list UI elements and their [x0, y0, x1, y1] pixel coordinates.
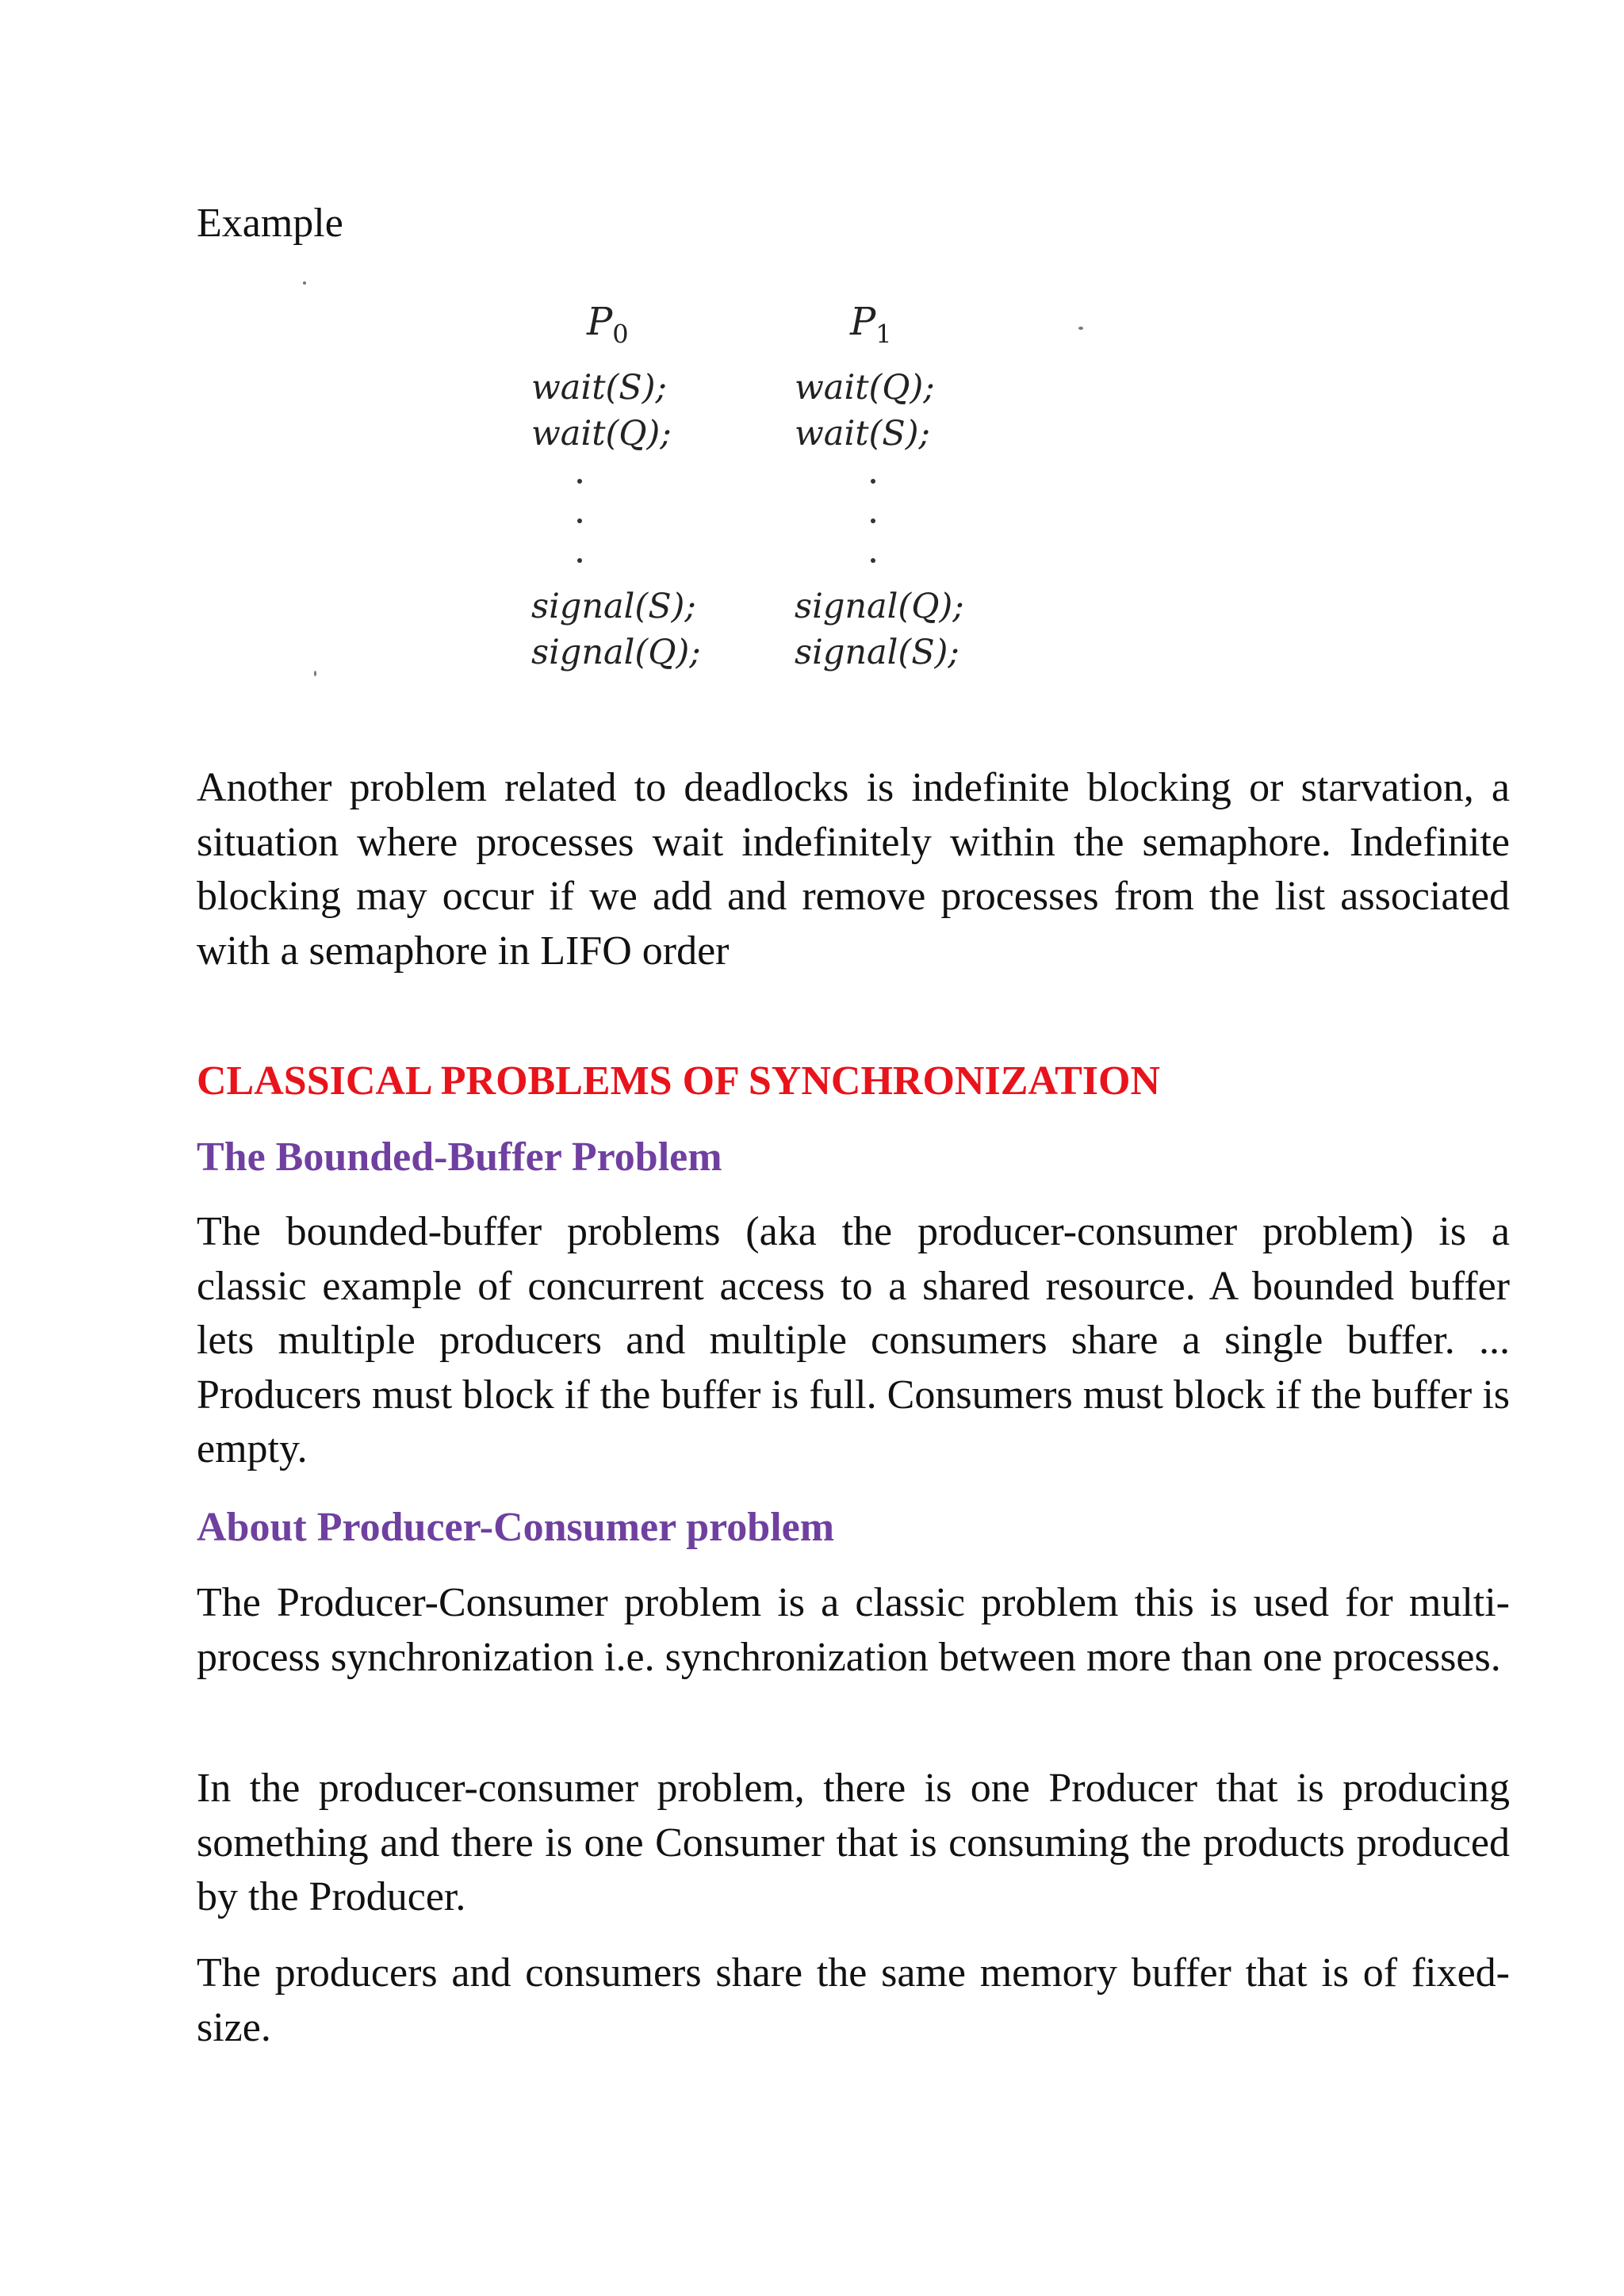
p1-ellipsis-dots [795, 457, 1056, 584]
subheading-bounded-buffer: The Bounded-Buffer Problem [197, 1135, 722, 1180]
subheading-producer-consumer: About Producer-Consumer problem [197, 1505, 835, 1550]
p1-code-line-2: wait(S); [795, 414, 930, 453]
ellipsis-dot [577, 479, 582, 484]
p1-code-line-4: signal(S); [795, 633, 959, 672]
process-p1-heading: $P_1$ [850, 300, 892, 350]
ellipsis-dot [871, 519, 875, 523]
ellipsis-dot [871, 479, 875, 484]
semaphore-deadlock-figure [476, 270, 1031, 714]
paragraph-bounded-buffer: The bounded-buffer problems (aka the producer-consumer problem) is a classic example of concurrent access to a shared resource. A bounded buffer lets multiple producers and multiple consumers share a single buffer. ... Producers must block if the buffer is full. Consumers must block if the buffer is empty. [197, 1209, 1510, 1471]
paragraph-shared-buffer: The producers and consumers share the same memory buffer that is of fixed-size. [197, 1950, 1510, 2050]
ellipsis-dot [577, 519, 582, 523]
p1-code-line-1: wait(Q); [795, 368, 935, 408]
scan-speck [303, 281, 306, 285]
section-heading: CLASSICAL PROBLEMS OF SYNCHRONIZATION [197, 1058, 1160, 1104]
paragraph-producer-consumer-intro: The Producer-Consumer problem is a classic problem this is used for multi-process synchronization i.e. synchronization between more than one processes. [197, 1580, 1510, 1680]
p1-code-line-3: signal(Q); [795, 587, 964, 626]
ellipsis-dot [577, 558, 582, 563]
p0-code-line-3: signal(S); [531, 587, 696, 626]
paragraph-producer-consumer-roles: In the producer-consumer problem, there is one Producer that is producing something and there is one Consumer that is consuming the products produced by the Producer. [197, 1766, 1510, 1919]
scan-speck [1078, 327, 1083, 330]
ellipsis-dot [871, 558, 875, 563]
paragraph-deadlock-starvation: Another problem related to deadlocks is indefinite blocking or starvation, a situation where processes wait indefinitely within the semaphore. Indefinite blocking may occur if we add and remove processes from the list associated with a semaphore in LIFO order [197, 765, 1510, 974]
p0-code-line-4: signal(Q); [531, 633, 701, 672]
process-p0-column [531, 270, 793, 675]
example-label: Example [197, 201, 343, 246]
process-p0-heading: $P_0$ [587, 300, 629, 350]
scan-speck [314, 671, 316, 676]
p0-code-line-2: wait(Q); [531, 414, 672, 453]
p0-code-line-1: wait(S); [531, 368, 667, 408]
process-p1-column [795, 270, 1056, 675]
p0-ellipsis-dots [531, 457, 793, 584]
